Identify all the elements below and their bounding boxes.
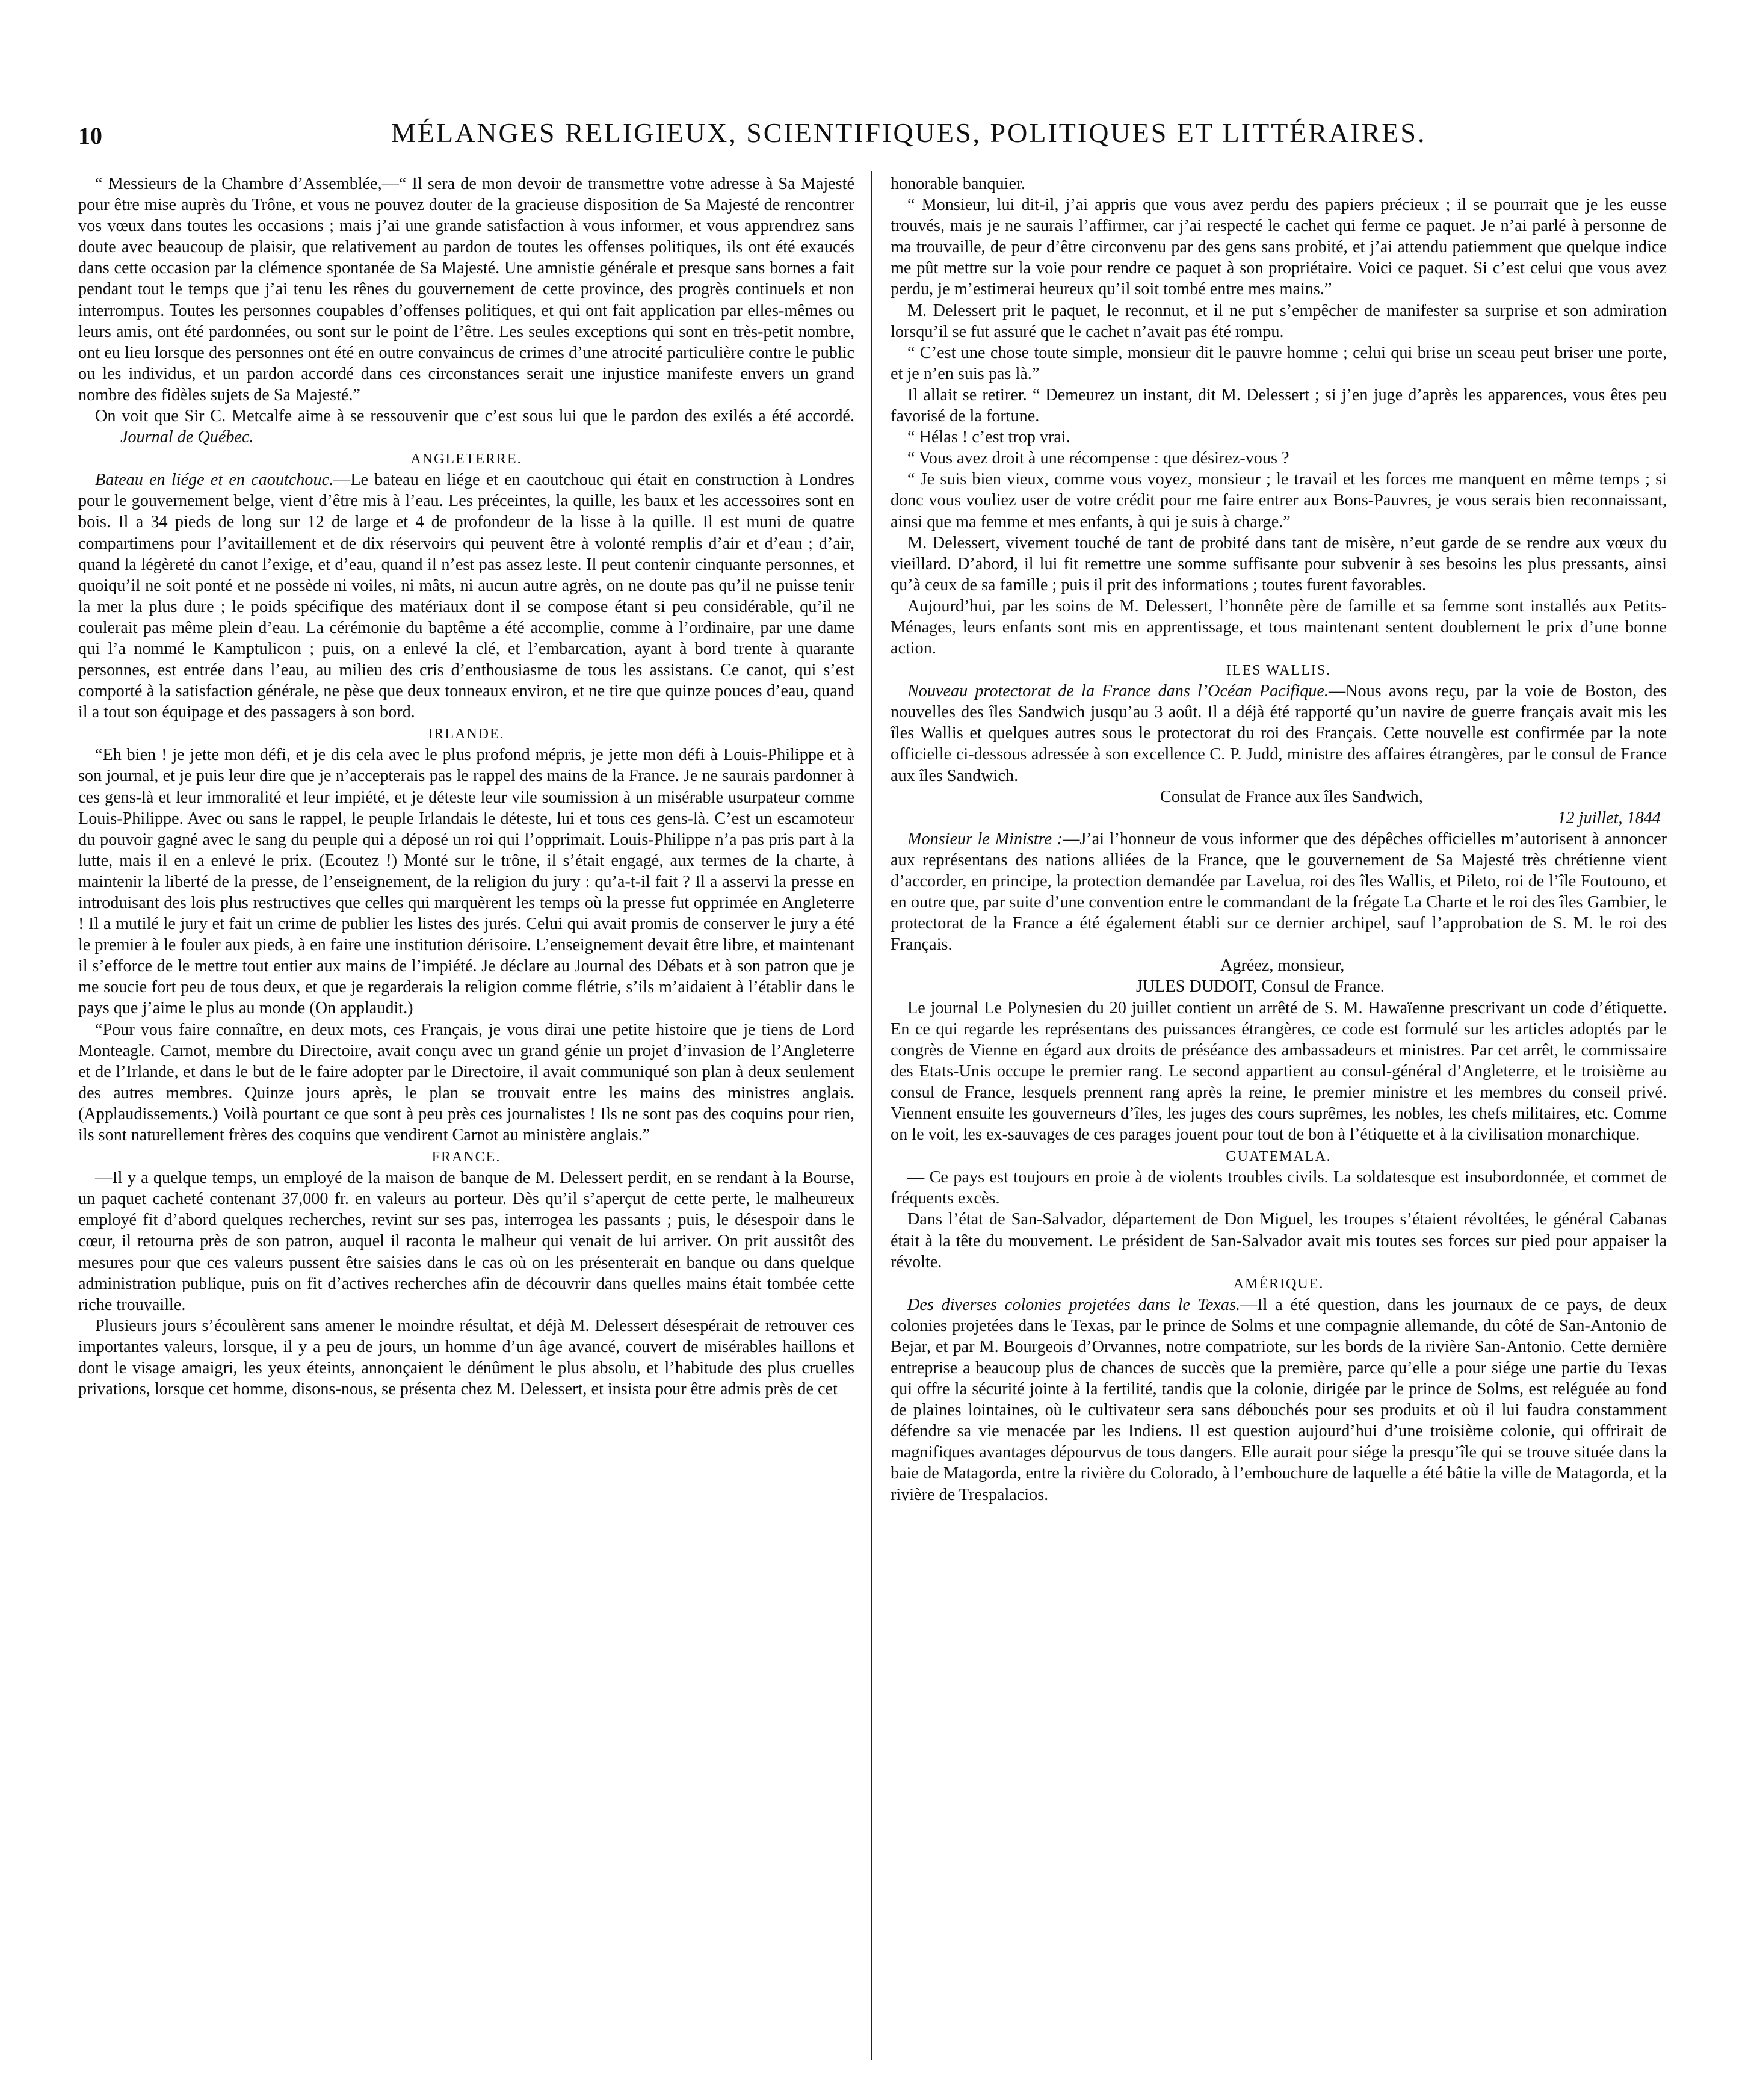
page-header xyxy=(78,108,1655,162)
metcalfe-comment xyxy=(78,406,854,448)
metcalfe-source: Journal de Québec. xyxy=(120,428,254,447)
heading-irlande: IRLANDE. xyxy=(428,726,505,743)
france-dialogue-9: Aujourd’hui, par les soins de M. Delessert, l’honnête père de famille et sa femme sont installés aux Petits-Ménages, leurs enfants sont mis en apprentissage, et tous maintenant sentent doublement le prix d’une bonne action. xyxy=(891,596,1667,658)
article-polynesien: Le journal Le Polynesien du 20 juillet contient un arrêté de S. M. Hawaïenne prescrivant un code d’étiquette. En ce qui regarde les représentans des puissances étrangères, ce code est formulé sur les articles adoptés par le congrès de Vienne en égard aux droits de préséance des ambassadeurs et ministres. Par cet arrêt, le commissaire des Etats-Unis occupe le premier rang. Le second appartient au consul-général d’Angleterre, et le troisième au consul de France, lesquels prennent rang après la reine, le premier ministre et les membres du conseil privé. Viennent ensuite les gouverneurs d’îles, les juges des cours suprêmes, les nobles, les chefs militaires, etc. Comme on le voit, les ex-sauvages de ces parages jouent pour tout de bon à l’étiquette et à la civilisation monarchique. xyxy=(891,998,1667,1144)
letter-ministre xyxy=(891,829,1667,956)
article-guatemala-2: Dans l’état de San-Salvador, département de Don Miguel, les troupes s’étaient révoltées, le général Cabanas était à la tête du mouvement. Le président de San-Salvador avait mis toutes ses forces sur pied pour appaiser la révolte. xyxy=(891,1210,1667,1271)
article-irlande-2: “Pour vous faire connaître, en deux mots, ces Français, je vous dirai une petite histoire que je tiens de Lord Monteagle. Carnot, membre du Directoire, avait conçu avec un grand génie un projet d’invasion de l’Angleterre et de l’Irlande, et dans le but de le faire adopter par le Directoire, il avait communiqué son plan à deux seulement des autres membres. Quinze jours après, le plan se trouvait entre les mains des ministres anglais. (Applaudissements.) Voilà pourtant ce que sont à peu près ces journalistes ! Ils ne sont pas des coquins pour rien, ils sont naturellement frères des coquins que vendirent Carnot au ministère anglais.” xyxy=(78,1020,854,1145)
heading-angleterre: ANGLETERRE. xyxy=(410,451,522,468)
article-france-2: Plusieurs jours s’écoulèrent sans amener le moindre résultat, et déjà M. Delessert désespérait de retrouver ces importantes valeurs, lorsque, il y a peu de jours, un homme d’un âge avancé, couvert de misérables haillons et dont le visage amaigri, les yeux éteints, annonçaient le dénûment le plus absolu, et l’habitude des plus cruelles privations, lorsque cet homme, disons-nous, se présenta chez M. Delessert, et insista pour être admis près de cet xyxy=(78,1316,854,1399)
column-divider xyxy=(871,171,872,2060)
france-dialogue-2: M. Delessert prit le paquet, le reconnut, et il ne put s’empêcher de manifester sa surprise et son admiration lorsqu’il se fut assuré que le cachet n’avait pas été rompu. xyxy=(891,301,1667,341)
heading-guatemala: GUATEMALA. xyxy=(1226,1149,1332,1165)
heading-wallis: ILES WALLIS. xyxy=(1226,662,1332,679)
agreez-line: Agréez, monsieur, xyxy=(1220,956,1345,975)
article-guatemala-1: — Ce pays est toujours en proie à de violents troubles civils. La soldatesque est insubordonnée, et commet de fréquents excès. xyxy=(891,1168,1667,1208)
consulat-line: Consulat de France aux îles Sandwich, xyxy=(1160,787,1423,806)
signature-line: JULES DUDOIT, Consul de France. xyxy=(1136,977,1385,996)
article-texas-text: —Il a été question, dans les journaux de ce pays, de deux colonies projetées dans le Texas, par le prince de Solms et une compagnie allemande, du côté de San-Antonio de Bejar, et par M. Bourgeois d’Orvannes, notre compatriote, sur les bords de la rivière San-Antonio. Cette dernière entreprise a beaucoup plus de chances de succès que la première, parce qu’elle a pour siége une partie du Texas qui offre la sécurité jointe à la fertilité, tandis que la colonie, dirigée par le prince de Solms, est reléguée au fond de plaines lointaines, où le cultivateur sera sans débouchés pour ses produits et où il lui faudra constamment défendre sa vie menacée par les Indiens. Il est question aujourd’hui d’une troisième colonie, qui offrirait de magnifiques avantages dépourvus de tous dangers. Elle aurait pour siége la presqu’île qui se trouve située dans la baie de Matagorda, entre la rivière du Colorado, à l’embouchure de laquelle a été bâtie la ville de Matagorda, et la rivière de Trespalacios. xyxy=(891,1295,1667,1504)
france-dialogue-7: “ Je suis bien vieux, comme vous voyez, monsieur ; le travail et les forces me manquent en même temps ; si donc vous vouliez user de votre crédit pour me faire entrer aux Bons-Pauvres, je vous serais bien reconnaissant, ainsi que ma femme et mes enfants, à qui je suis à charge.” xyxy=(891,470,1667,531)
article-wallis-title: Nouveau protectorat de la France dans l’Océan Pacifique. xyxy=(907,682,1329,701)
letter-ministre-text: —J’ai l’honneur de vous informer que des dépêches officielles m’autorisent à annoncer aux représentans des nations alliées de la France, que le gouvernement de Sa Majesté très chrétienne vient d’accorder, en principe, la protection demandée par Lavelua, roi des îles Wallis, et Pileto, roi de l’île Foutouno, et en outre que, par suite d’une convention entre le commandant de la frégate La Charte et le roi des îles Gambier, le protectorat de la France a été également établi sur ce dernier archipel, sauf l’approbation de S. M. le roi des Français. xyxy=(891,829,1667,954)
article-texas xyxy=(891,1294,1667,1506)
article-wallis xyxy=(891,681,1667,786)
article-texas-title: Des diverses colonies projetées dans le Texas. xyxy=(907,1295,1240,1314)
page-number: 10 xyxy=(78,122,102,149)
article-bateau xyxy=(78,469,854,723)
left-column xyxy=(78,173,854,1400)
heading-amerique: AMÉRIQUE. xyxy=(1233,1276,1324,1292)
heading-france: FRANCE. xyxy=(431,1149,501,1166)
france-dialogue-3: “ C’est une chose toute simple, monsieur dit le pauvre homme ; celui qui brise un sceau peut briser une porte, et je n’en suis pas là.” xyxy=(891,343,1667,383)
article-wallis-text: —Nous avons reçu, par la voie de Boston, des nouvelles des îles Sandwich jusqu’au 3 août. Il a déjà été rapporté qu’un navire de guerre français avait mis les îles Wallis et quelques autres sous le protectorat du roi des Français. Cette nouvelle est confirmée par la note officielle ci-dessous adressée à son excellence C. P. Judd, ministre des affaires étrangères, par le consul de France aux îles Sandwich. xyxy=(891,682,1667,785)
article-bateau-text: —Le bateau en liége et en caoutchouc qui était en construction à Londres pour le gouvernement belge, vient d’être mis à l’eau. Les préceintes, la quille, les baux et les accessoires sont en bois. Il a 34 pieds de long sur 12 de large et 4 de profondeur de la lisse à la quille. Il est muni de quatre compartimens pour l’avitaillement et de dix réservoirs qui peuvent être à volonté remplis d’air et d’eau ; d’air, quand la légèreté du canot l’exige, et d’eau, quand il n’est pas assez leste. Il peut contenir cinquante personnes, et quoiqu’il ne soit ponté et ne possède ni voiles, ni mâts, ni aucun autre agrès, on ne doute pas qu’il ne puisse tenir la mer la plus dure ; le poids spécifique des matériaux dont il se compose étant si peu considérable, qu’il ne coulerait pas même plein d’eau. La cérémonie du baptême a été accomplie, comme à l’ordinaire, par une dame qui l’a nommé le Kamptulicon ; puis, on a enlevé la clé, et l’embarcation, ayant à bord trente à quarante personnes, est entrée dans l’eau, au milieu des cris d’enthousiasme de tous les assistans. Ce canot, qui s’est comporté à la satisfaction générale, ne pèse que deux tonneaux environ, et ne tire que quinze pouces d’eau, quand il a tout son équipage et des passagers à son bord. xyxy=(78,471,854,722)
article-irlande-1: “Eh bien ! je jette mon défi, et je dis cela avec le plus profond mépris, je jette mon défi à Louis-Philippe et à son journal, et je puis leur dire que je n’accepterais pas le rappel des mains de la France. Je ne saurais pardonner à ces gens-là et leur immoralité et leur impiété, et je déteste leur vile soumission à un misérable usurpateur comme Louis-Philippe. Avec ou sans le rappel, le peuple Irlandais le déteste, lui et tous ces gens-là. C’est un escamoteur du pouvoir gagné avec le sang du peuple qui a déposé un roi qui l’opprimait. Louis-Philippe n’a pas pris part à la lutte, mais il en a enlevé le prix. (Ecoutez !) Monté sur le trône, il s’était engagé, aux termes de la charte, à maintenir la liberté de la presse, de l’enseignement, de la religion du jury : qu’a-t-il fait ? Il a asservi la presse en introduisant des lois plus restructives que celles qui marquèrent les temps où la presse fut opprimée en Angleterre ! Il a mutilé le jury et fait un crime de publier les listes des jurés. Celui qui avait promis de conserver le jury a été le premier à le fouler aux pieds, à en faire une institution dérisoire. L’enseignement devait être libre, et maintenant il s’efforce de le mettre tout entier aux mains de l’impiété. Je déclare au Journal des Débats et à son patron que je me soucie fort peu de tous deux, et que je regarderais la religion comme flétrie, s’ils m’aidaient à l’établir dans le pays que j’aime le plus au monde (On applaudit.) xyxy=(78,746,854,1018)
newspaper-page xyxy=(78,108,1667,2064)
date-line xyxy=(891,808,1667,829)
letter-ministre-title: Monsieur le Ministre : xyxy=(907,829,1063,848)
article-france-1: —Il y a quelque temps, un employé de la maison de banque de M. Delessert perdit, en se rendant à la Bourse, un paquet cacheté contenant 37,000 fr. en valeurs au porteur. Dès qu’il s’aperçut de cette perte, le malheureux employé fit d’abord quelques recherches, revint sur ses pas, interrogea les passants ; puis, le désespoir dans le cœur, il retourna près de son patron, auquel il raconta le malheur qui venait de lui arriver. On prit aussitôt des mesures pour que ces valeurs pussent être saisies dans le cas où on les présenterait en banque ou dans quelque administration publique, puis on fit d’actives recherches afin de découvrir dans quelles mains était tombée cette riche trouvaille. xyxy=(78,1169,854,1314)
article-bateau-title: Bateau en liége et en caoutchouc. xyxy=(95,471,334,490)
running-title: MÉLANGES RELIGIEUX, SCIENTIFIQUES, POLITIQUES ET LITTÉRAIRES. xyxy=(391,117,1427,148)
france-dialogue-6: “ Vous avez droit à une récompense : que désirez-vous ? xyxy=(907,449,1289,468)
france-dialogue-8: M. Delessert, vivement touché de tant de probité dans tant de misère, n’eut garde de se rendre aux vœux du vieillard. D’abord, il lui fit remettre une somme suffisante pour subvenir à ses besoins les plus pressants, ainsi qu’à ceux de sa famille ; puis il prit des informations ; toutes furent favorables. xyxy=(891,533,1667,594)
france-continued: honorable banquier. xyxy=(891,174,1025,193)
france-dialogue-1: “ Monsieur, lui dit-il, j’ai appris que vous avez perdu des papiers précieux ; il se pourrait que je les eusse trouvés, mais je ne saurais l’affirmer, car j’ai respecté le cachet qui ferme ce paquet. Je n’ai parlé à personne de ma trouvaille, de peur d’être circonvenu par des gens sans probité, et j’ai attendu patiemment que quelque indice me pût mettre sur la voie pour rendre ce paquet à son propriétaire. Voici ce paquet. Si c’est celui que vous avez perdu, je m’estimerai heureux qu’il soit tombé entre mes mains.” xyxy=(891,196,1667,299)
right-column xyxy=(891,173,1667,1506)
date-text: 12 juillet, 1844 xyxy=(1557,808,1661,827)
metcalfe-comment-text: On voit que Sir C. Metcalfe aime à se ressouvenir que c’est sous lui que le pardon des exilés a été accordé. xyxy=(95,407,854,426)
france-dialogue-4: Il allait se retirer. “ Demeurez un instant, dit M. Delessert ; si j’en juge d’après les apparences, vous êtes peu favorisé de la fortune. xyxy=(891,385,1667,426)
france-dialogue-5: “ Hélas ! c’est trop vrai. xyxy=(907,428,1070,447)
metcalfe-speech: “ Messieurs de la Chambre d’Assemblée,—“ Il sera de mon devoir de transmettre votre adresse à Sa Majesté pour être mise auprès du Trône, et vous ne pouvez douter de la gracieuse disposition de Sa Majesté de rencontrer vos vœux dans toutes les occasions ; mais j’ai une grande satisfaction à vous informer, et vous apprendrez sans doute avec beaucoup de plaisir, que relativement au pardon de toutes les offenses politiques, ils ont été exaucés dans cette occasion par la clémence spontanée de Sa Majesté. Une amnistie générale et presque sans bornes a fait pendant tout le temps que j’ai tenu les rênes du gouvernement de cette province, des progrès continuels et non interrompus. Toutes les personnes coupables d’offenses politiques, et qui ont fait application par elles-mêmes ou leurs amis, ont été pardonnées, ou sont sur le point de l’être. Les seules exceptions qui sont en très-petit nombre, ont eu lieu lorsque des personnes ont été en outre convaincus de crimes d’une atrocité particulière contre le public ou les individus, et un pardon accordé dans ces circonstances serait une injustice manifeste envers un grand nombre des fidèles sujets de Sa Majesté.” xyxy=(78,174,854,404)
